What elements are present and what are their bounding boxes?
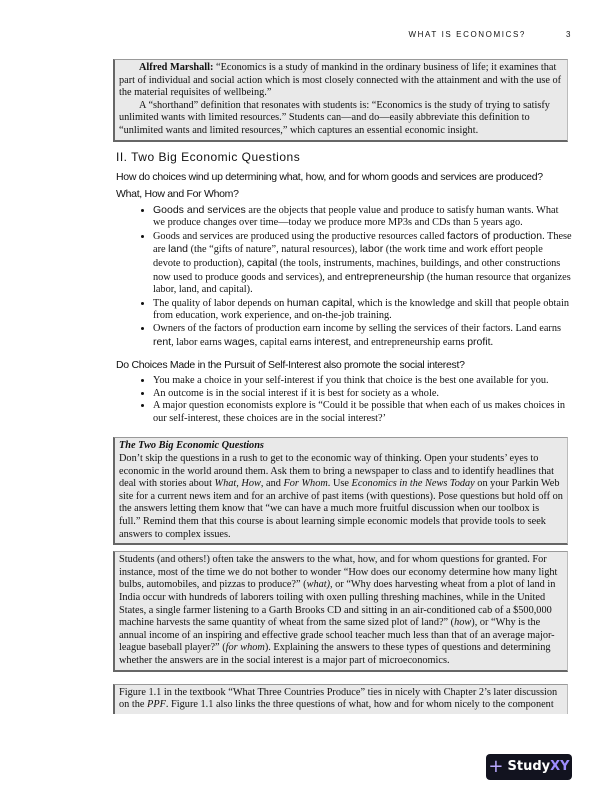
running-title: WHAT IS ECONOMICS? [408, 30, 526, 39]
item-text: (the tools, instruments, machines, buildings, and other constructions now used to produce goods and services), and [153, 257, 561, 283]
item-text: Owners of the factors of production earn income by selling the services of their factors. Land earns [153, 322, 562, 334]
page-number: 3 [565, 30, 572, 39]
list-item: • An outcome is in the social interest if it is best for society as a whole. [153, 388, 572, 401]
box-text: Students (and others!) often take the answers to the what, how, and for whom questions for granted. For instance, most of the time we do not bother to wonder “How does our economy determine how many light bulbs, automobiles, and pizzas to produce?” (what), or “Why does harvesting wheat from a plot of land in India occur with hundreds of laborers toiling with oxen pulling threshing machines, while in the United States, a single farmer listening to a Garth Brooks CD and sitting in an air-conditioned cab of a $500,000 machine harvests the same quantity of wheat from the same sized plot of land?” (how), or “Why is the annual income of an inspiring and effective grade school teacher much less than that of an average major-league baseball player?” (for whom). Explaining the answers to these types of questions and determining whether the answers are in the social interest is a major part of microeconomics. [119, 554, 558, 666]
item-text: . [490, 336, 494, 348]
list-item [153, 297, 572, 323]
key-term: interest [314, 335, 349, 348]
key-term: labor [359, 243, 384, 256]
item-text: , capital earns [254, 336, 315, 348]
two-questions-box [113, 437, 568, 545]
box-text: Figure 1.1 in the textbook “What Three Countries Produce” ties in nicely with Chapter 2’s later discussion on the PPF. Figure 1.1 also links the three questions of what, how and for whom nicely to the component [119, 686, 558, 711]
students-box [113, 551, 568, 671]
key-term: human capital [286, 296, 353, 309]
key-term: Goods and services [153, 203, 246, 216]
logo-text: StudyXY [507, 759, 570, 775]
subheading-what-how-whom: What, How and For Whom? [116, 187, 239, 200]
studyxy-logo[interactable] [486, 754, 572, 780]
self-interest-list [133, 375, 572, 425]
box-title: The Two Big Economic Questions [119, 440, 264, 452]
quote-author: Alfred Marshall: [139, 62, 214, 73]
box-text: Don’t skip the questions in a rush to get to the economic way of thinking. Open your students’ eyes to economic in the world around them. Ask them to bring a newspaper to class and to identify headlines that deal with stories about What, How, and For Whom. Use Economics in the News Today on your Parkin Web site for a current news item and for an archive of past items (with questions). Pose questions but hold off on the answers letting them know that “we can have a much more fruitful discussion when our toolbox is full.” Remind them that this course is about learning simple economic models that provide tools to seek answers to complex issues. [119, 453, 563, 540]
shorthand-definition: A “shorthand” definition that resonates with students is: “Economics is the study of trying to satisfy unlimited wants with limited resources.” Students can—and do—easily abbreviate this definition to “unlimited wants and limited resources,” which captures an essential economic insight. [119, 99, 550, 136]
list-item [153, 323, 572, 349]
list-item: • You make a choice in your self-interest if you think that choice is the best one available for you. [153, 375, 572, 388]
quote-text: “Economics is a study of mankind in the ordinary business of life; it examines that part of individual and social action which is most closely connected with the attainment and with the use of the material requisites of wellbeing.” [119, 62, 562, 99]
key-term: wages [224, 335, 255, 348]
key-term: rent [153, 335, 172, 348]
list-item [153, 204, 572, 230]
section-question: How do choices wind up determining what, how, and for whom goods and services are produced? [116, 170, 543, 183]
plus-icon: + [488, 756, 504, 778]
subheading-self-interest: Do Choices Made in the Pursuit of Self-Interest also promote the social interest? [116, 359, 465, 372]
key-term: land [168, 243, 189, 256]
item-text: are the objects that people value and produce to satisfy human wants. What we produce changes over time—today we produce more MP3s and CDs than 5 years ago. [153, 204, 559, 229]
marshall-quote-box [113, 59, 568, 142]
section-heading: II. Two Big Economic Questions [116, 149, 301, 164]
item-text: . These are [153, 230, 572, 256]
figure-box [113, 684, 568, 714]
item-text: Goods and services are produced using the productive resources called [153, 230, 447, 242]
item-text: The quality of labor depends on [153, 297, 287, 309]
item-text: (the human resource that organizes labor, land, and capital). [153, 271, 571, 296]
running-header [113, 30, 572, 39]
key-term: capital [246, 256, 278, 269]
item-text: , which is the knowledge and skill that people obtain from education, work experience, and on-the-job training. [153, 297, 569, 322]
list-item [153, 230, 572, 297]
item-text: , labor earns [171, 336, 225, 348]
item-text: , and entrepreneurship earns [348, 336, 468, 348]
key-term: factors of production [446, 229, 543, 242]
key-term: entrepreneurship [344, 270, 425, 283]
key-term: profit [467, 335, 491, 348]
item-text: (the “gifts of nature”, natural resources), [188, 244, 360, 256]
item-text: (the work time and work effort people devote to production), [153, 244, 543, 269]
list-item: • A major question economists explore is “Could it be possible that when each of us makes choices in our self-interest, these choices are in the social interest?’ [153, 400, 572, 425]
what-how-whom-list [133, 204, 572, 350]
